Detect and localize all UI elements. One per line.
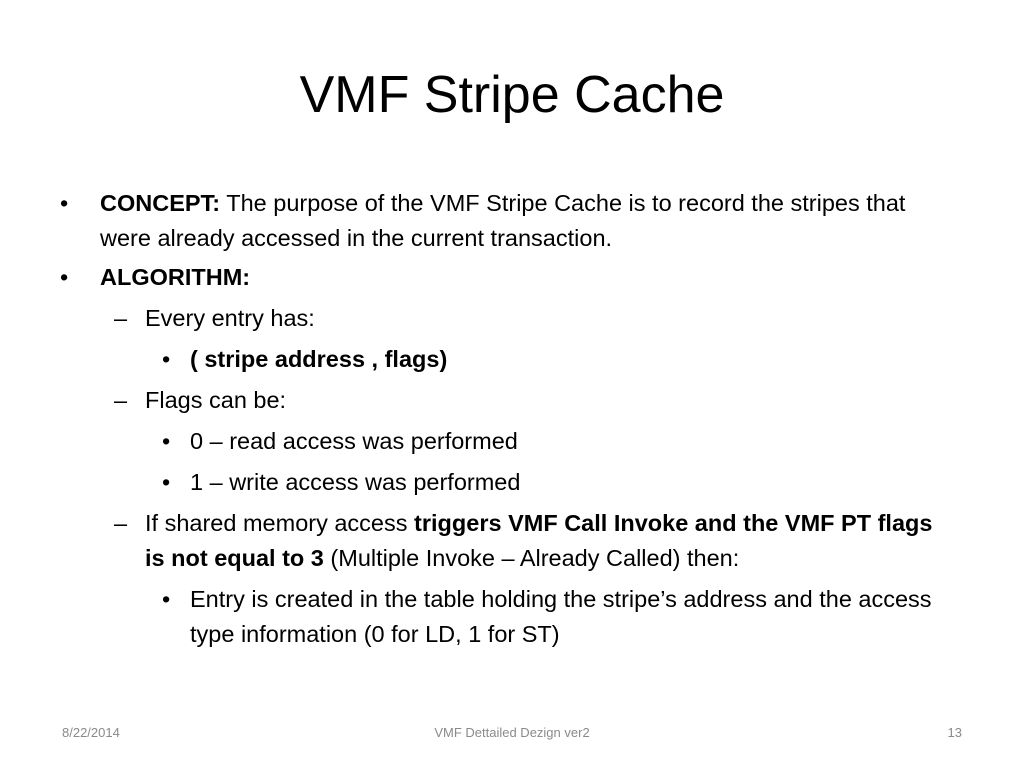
sub-bullet-shared-memory <box>58 506 958 576</box>
bullet-marker: • <box>162 346 171 372</box>
bullet-marker: • <box>162 428 171 454</box>
dash-marker: – <box>114 305 128 331</box>
sub-sub-bullet-flag-1 <box>58 465 958 500</box>
concept-label: CONCEPT: <box>100 190 221 216</box>
slide-title: VMF Stripe Cache <box>299 66 725 124</box>
entry-created-text: Entry is created in the table holding the stripe’s address and the access type information (0 for LD, 1 for ST) <box>190 586 932 647</box>
footer-title: VMF Dettailed Dezign ver2 <box>434 725 590 740</box>
concept-text: The purpose of the VMF Stripe Cache is to record the stripes that were already accessed in the current transaction. <box>100 190 906 251</box>
slide-body <box>58 182 958 652</box>
flags-text: Flags can be: <box>145 387 287 413</box>
footer-page-number: 13 <box>947 725 962 740</box>
entry-text: Every entry has: <box>145 305 315 331</box>
bullet-marker: • <box>162 586 171 612</box>
sub-bullet-entry <box>58 301 958 336</box>
entry-format-text: ( stripe address , flags) <box>190 346 448 372</box>
bullet-marker: • <box>60 190 69 216</box>
footer-date: 8/22/2014 <box>62 725 120 740</box>
shared-text-a: If shared memory access <box>145 510 415 536</box>
bullet-marker: • <box>162 469 171 495</box>
dash-marker: – <box>114 510 128 536</box>
bullet-marker: • <box>60 264 69 290</box>
shared-text-b: (Multiple Invoke – Already Called) then: <box>323 545 740 571</box>
flag-0-text: 0 – read access was performed <box>190 428 518 454</box>
sub-sub-bullet-entry-created <box>58 582 958 652</box>
sub-sub-bullet-entry-format <box>58 342 958 377</box>
bullet-concept <box>58 186 958 256</box>
sub-bullet-flags <box>58 383 958 418</box>
bullet-algorithm <box>58 260 958 295</box>
sub-sub-bullet-flag-0 <box>58 424 958 459</box>
algorithm-label: ALGORITHM: <box>100 264 251 290</box>
shared-text-bold: triggers VMF Call Invoke and the VMF PT flags is not equal to 3 <box>145 510 933 571</box>
flag-1-text: 1 – write access was performed <box>190 469 521 495</box>
dash-marker: – <box>114 387 128 413</box>
